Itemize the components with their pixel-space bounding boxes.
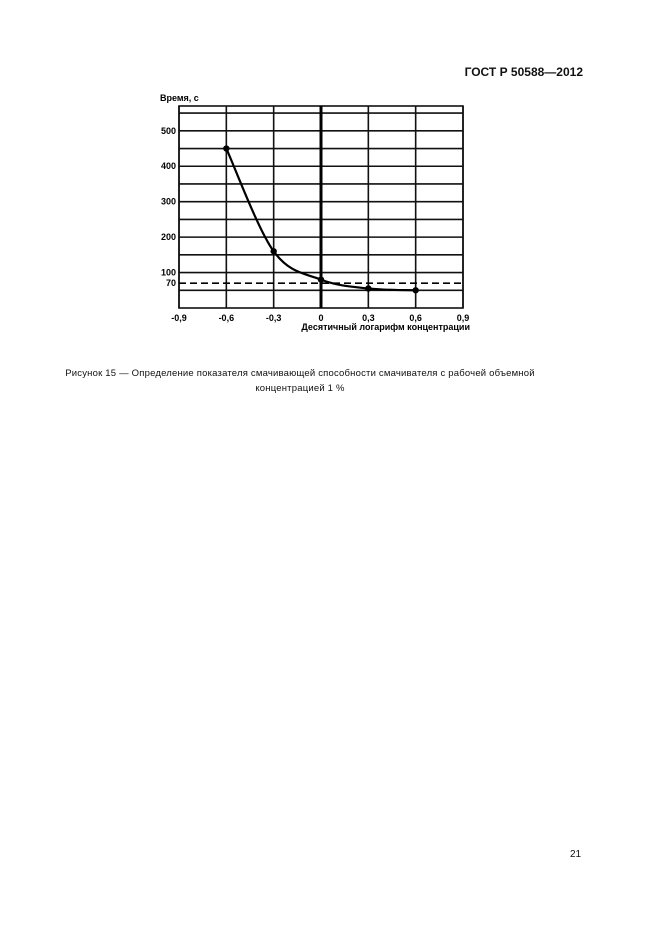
x-tick-label: -0,3 — [265, 313, 282, 323]
figure-caption — [40, 366, 560, 396]
x-tick-label: 0,9 — [456, 313, 470, 323]
x-tick-label: 0 — [318, 313, 324, 323]
caption-line-1: Рисунок 15 — Определение показателя смачивающей способности смачивателя с рабочей объемной — [65, 368, 535, 379]
x-tick-label: 0,3 — [362, 313, 375, 323]
page-number: 21 — [570, 849, 582, 860]
x-tick-label: -0,6 — [218, 313, 235, 323]
data-point — [412, 287, 418, 293]
document-header: ГОСТ Р 50588—2012 — [464, 65, 583, 79]
y-tick-label: 300 — [160, 196, 176, 207]
x-axis-label: Десятичный логарифм концентрации — [301, 322, 470, 332]
x-tick-label: -0,9 — [171, 313, 187, 323]
data-point — [270, 248, 276, 254]
data-point — [223, 145, 229, 151]
reference-line-label: 70 — [165, 278, 176, 289]
chart — [0, 0, 661, 340]
data-point — [318, 276, 324, 282]
y-tick-label: 500 — [160, 125, 176, 136]
data-point — [365, 285, 371, 291]
x-tick-label: 0,6 — [409, 313, 422, 323]
y-tick-label: 400 — [160, 161, 176, 172]
y-tick-label: 200 — [160, 232, 176, 243]
y-tick-label: 100 — [160, 267, 176, 278]
caption-line-2: концентрацией 1 % — [255, 383, 345, 394]
y-axis-label: Время, с — [160, 93, 199, 103]
